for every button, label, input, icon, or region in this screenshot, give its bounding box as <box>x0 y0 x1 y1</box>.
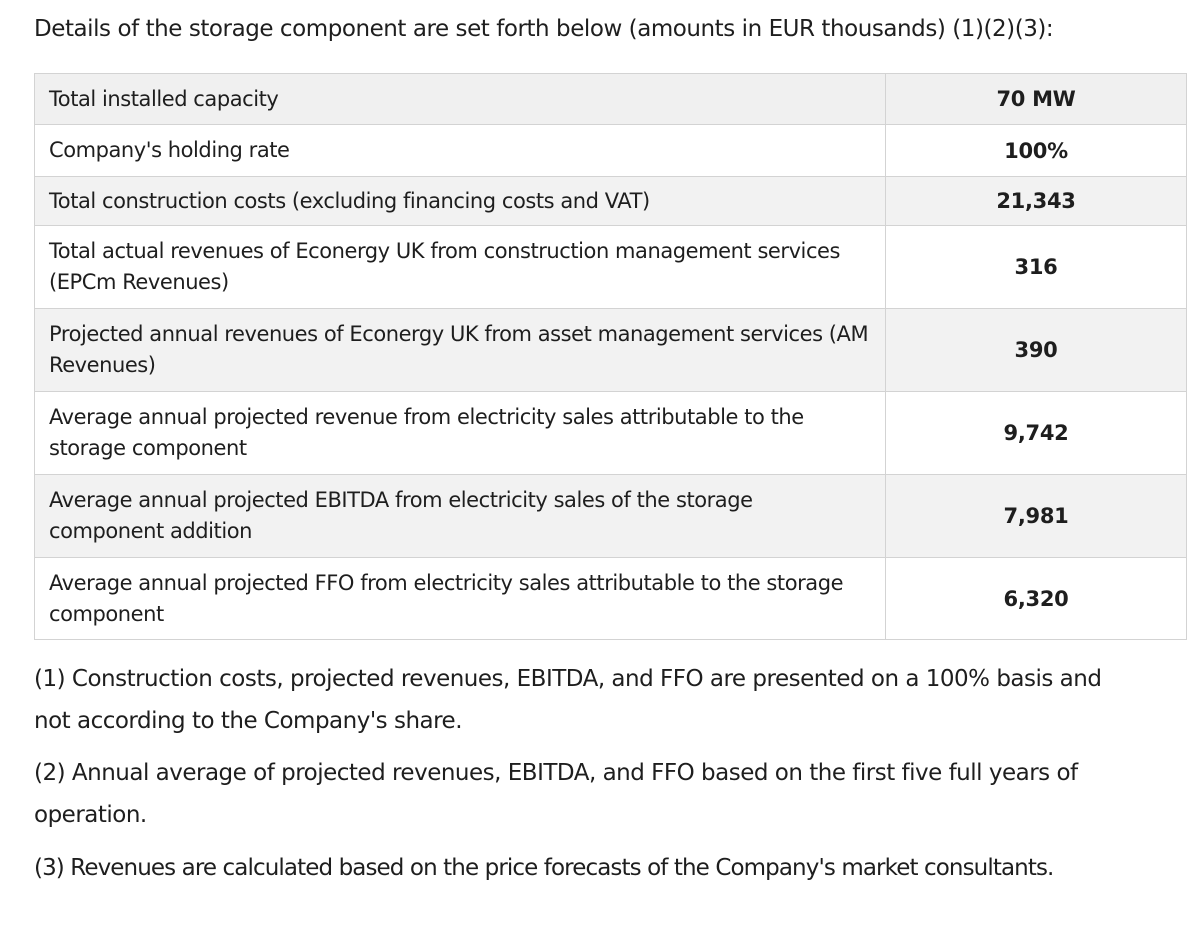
table-row <box>35 226 1187 309</box>
table-row <box>35 74 1187 125</box>
table-row <box>35 125 1187 177</box>
table-row <box>35 475 1187 558</box>
row-value: 21,343 <box>886 177 1187 226</box>
row-value: 390 <box>886 309 1187 392</box>
intro-text: Details of the storage component are set forth below (amounts in EUR thousands) (1)(2)(3): <box>34 16 1054 42</box>
row-value: 6,320 <box>886 558 1187 640</box>
table-row <box>35 309 1187 392</box>
row-value: 70 MW <box>886 74 1187 125</box>
row-value: 100% <box>886 125 1187 177</box>
row-label: Projected annual revenues of Econergy UK from asset management services (AM Revenues) <box>35 309 886 392</box>
footnote-3: (3) Revenues are calculated based on the price forecasts of the Company's market consultants. <box>34 855 1054 881</box>
row-label: Average annual projected EBITDA from electricity sales of the storage component addition <box>35 475 886 558</box>
row-label: Average annual projected FFO from electricity sales attributable to the storage component <box>35 558 886 640</box>
footnote-1: (1) Construction costs, projected revenues, EBITDA, and FFO are presented on a 100% basis and not according to the Company's share. <box>34 666 1102 734</box>
table-row <box>35 558 1187 640</box>
footnote-2: (2) Annual average of projected revenues, EBITDA, and FFO based on the first five full years of operation. <box>34 760 1078 828</box>
row-label: Average annual projected revenue from electricity sales attributable to the storage component <box>35 392 886 475</box>
row-value: 7,981 <box>886 475 1187 558</box>
row-label: Total construction costs (excluding financing costs and VAT) <box>35 177 886 226</box>
table-row <box>35 177 1187 226</box>
storage-details-table <box>34 73 1187 640</box>
row-label: Total actual revenues of Econergy UK from construction management services (EPCm Revenues) <box>35 226 886 309</box>
row-value: 9,742 <box>886 392 1187 475</box>
row-value: 316 <box>886 226 1187 309</box>
row-label: Company's holding rate <box>35 125 886 177</box>
table-row <box>35 392 1187 475</box>
row-label: Total installed capacity <box>35 74 886 125</box>
